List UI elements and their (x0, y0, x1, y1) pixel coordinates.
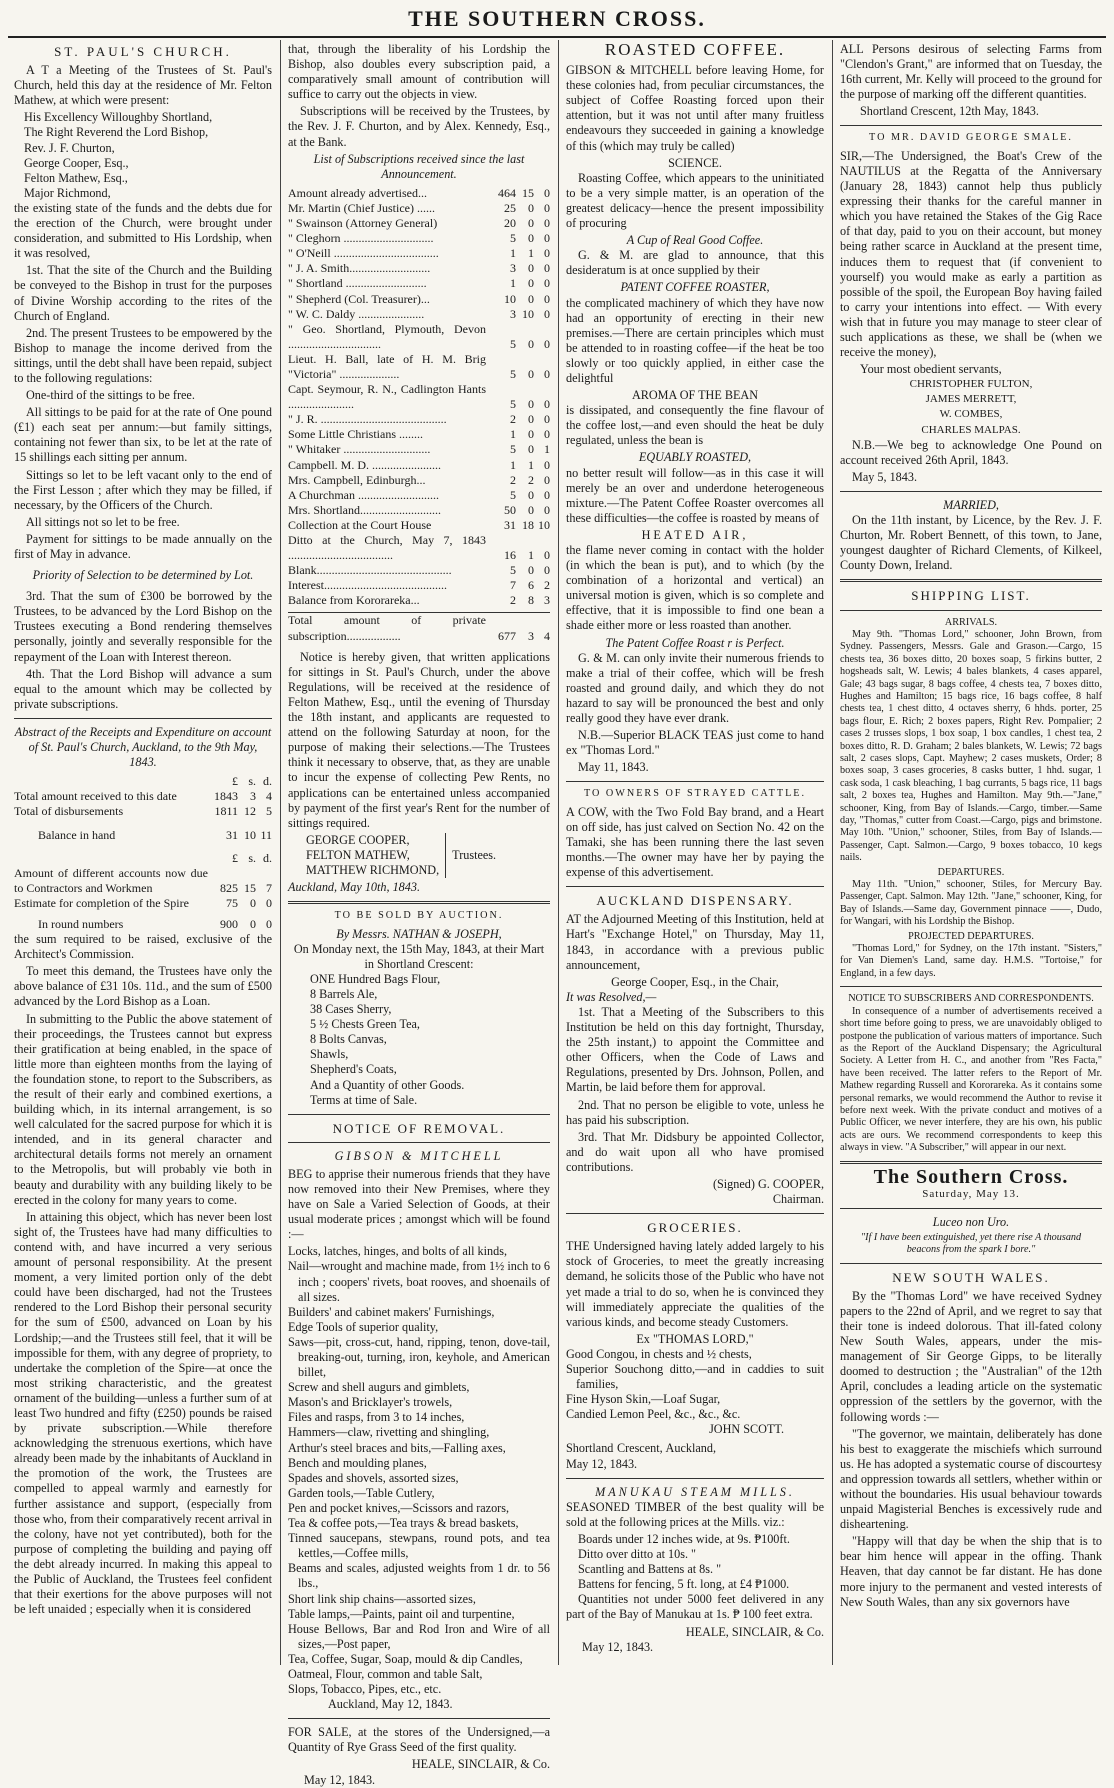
list-item: House Bellows, Bar and Rod Iron and Wire of all sizes,—Post paper, (288, 1621, 550, 1651)
dateline: May 12, 1843. (582, 1639, 654, 1654)
divider (14, 718, 272, 719)
list-item: Tinned saucepans, stewpans, round pots, and tea kettles,—Coffee mills, (288, 1531, 550, 1561)
auction-list (300, 972, 550, 1108)
table-row: Amount of different accounts now due to Contractors and Workmen 825 15 7 (14, 865, 272, 895)
paragraph: "Happy will that day be when the ship that is to bear him hence will appear in the offing. Thank Heaven, that day cannot be far distant. He has done more injury to the permanent and vested interests of New South Wales, than any six governors have (840, 1534, 1102, 1609)
column-divider (558, 40, 559, 1665)
list-item: Tea & coffee pots,—Tea trays & bread baskets, (288, 1516, 519, 1531)
subheading: PATENT COFFEE ROASTER, (620, 280, 770, 295)
section-heading: TO OWNERS OF STRAYED CATTLE. (583, 788, 807, 800)
paragraph: George Cooper, Esq., in the Chair, (611, 974, 779, 989)
table-row: Total of disbursements 1811 12 5 (14, 804, 272, 819)
list-item: Hammers—claw, rivetting and shingling, (288, 1425, 490, 1440)
list-item: 5 ½ Chests Green Tea, (310, 1017, 420, 1032)
list-item: Major Richmond, (24, 185, 111, 200)
signature: HEALE, SINCLAIR, & Co. (411, 1757, 550, 1772)
table-row: Mr. Martin (Chief Justice) ...... 25 0 0 (288, 200, 550, 215)
paragraph: SEASONED TIMBER of the best quality will be sold at the following prices at the Mills. viz.: (566, 1499, 824, 1529)
table-row: Interest......................................... 7 6 2 (288, 578, 550, 593)
subheading: SCIENCE. (668, 155, 722, 170)
dateline: May 11, 1843. (578, 760, 649, 775)
paragraph: On Monday next, the 15th May, 1843, at their Mart in Shortland Crescent: (293, 941, 545, 971)
paragraph: Notice is hereby given, that written applications for sittings in St. Paul's Church, under the above Regulations, will be received at the residence of Felton Mathew, Esq., until the evening of Thursday the 18th instant, and applicants are requested to attend on the following Saturday at noon, for the purpose of making their selections.—The Trustees think it necessary to observe, that, as they are unable to incur the expense of collecting Pew Rents, no applications can be entertained unless accompanied by payment of the first year's Rent for the number of sittings required. (288, 649, 550, 830)
subheading: ARRIVALS. (944, 616, 998, 628)
subheading: Ex "THOMAS LORD," (636, 1331, 754, 1346)
list-item: Edge Tools of superior quality, (288, 1319, 439, 1334)
table-row: " Shepherd (Col. Treasurer)... 10 0 0 (288, 291, 550, 306)
subheading: Abstract of the Receipts and Expenditure on account of St. Paul's Church, Auckland, to the 9th May, 1843. (14, 724, 272, 770)
list-item: FELTON MATHEW, (306, 847, 410, 862)
paragraph: May 9th. "Thomas Lord," schooner, John Brown, from Sydney. Passengers, Messrs. Gale and Grason.—Cargo, 15 chests tea, 36 boxes ditto, 20 boxes soap, 5 firkins butter, 2 hogsheads salt, W. Lewis; 4 bales blankets, 4 cases apparel, Gale; 43 bags sugar, 8 bags coffee, 4 chests tea, 7 boxes ditto, Hughes and Hamilton; 15 bags rice, 16 bags coffee, 8 half chests tea, 1 chest ditto, 4 octaves sherry, 6 hhds. porter, 25 bags flour, E. Rich; 2 boxes papers, Right Rev. Pompalier; 2 cases 2 trusses slops, 1 box soap, 1 box candles, 1 chest tea, 2 boxes ditto, R. D. Graham; 2 bales blankets, W. Lewis; 72 bags salt, 2 cases slops, Capt. Mayhew; 2 cases muskets, Order; 8 boxes soap, 3 cases groceries, 8 casks butter, 1 hhd. sugar, 1 cask soda, 1 cask bleaching, 1 bag currants, 5 bags rice, 11 bags salt, 2 boxes tea, Hughes and Hamilton. May 9th.—"Jane," schooner, King, from Bay of Islands.—Cargo, timber.—Same day, "Thomas," cutter from Coast.—Cargo, pigs and brimstone. May 10th. "Union," schooner, Stiles, from Bay of Islands.—Passenger, Capt. Salmon.—Cargo, 9 boxes tobacco, 10 kegs nails. (840, 628, 1102, 864)
paragraph: To meet this demand, the Trustees have only the above balance of £31 10s. 11d., and the sum of £500 advanced by the Lord Bishop as a Loan. (14, 964, 272, 1009)
table-row: Mrs. Shortland........................... 50 0 0 (288, 502, 550, 517)
currency-header: £ (232, 850, 238, 865)
table-row: " W. C. Daldy ...................... 3 10 0 (288, 306, 550, 321)
paragraph: Payment for sittings to be made annually on the first of May in advance. (14, 531, 272, 561)
column-2 (288, 42, 550, 1787)
article-title: ST. PAUL'S CHURCH. (54, 44, 232, 59)
paragraph: Sittings so let to be left vacant only to the end of the First Lesson ; after which they may be filled, if necessary, by the Officers of the Church. (14, 467, 272, 512)
column-4 (840, 42, 1102, 1662)
table-row: Campbell. M. D. ....................... 1 1 0 (288, 457, 550, 472)
firm-name: GIBSON & MITCHELL (334, 1148, 504, 1163)
paragraph: SIR,—The Undersigned, the Boat's Crew of the NAUTILUS at the Regatta of the Anniversary (January 28, 1843) cannot help thus publicly expressing their thanks for the careful manner in which you have retained the Stakes of the Gig Race of that day, paid to you on their account, but money being rather scarce in Auckland at the present time, induces them to request that (if convenient to yourself) you would make as early a partition as possible of the spoil, the European Boy having failed to carry your intentions into effect. — With every wish that in future you may manage to steer clear of such applications as these, we shall be (when we receive the money), (840, 148, 1102, 360)
list-item: MATTHEW RICHMOND, (306, 862, 440, 877)
table-row: Lieut. H. Ball, late of H. M. Brig "Victoria" .................... 5 0 0 (288, 351, 550, 381)
subheading: PROJECTED DEPARTURES. (908, 930, 1034, 942)
signature: HEALE, SINCLAIR, & Co. (685, 1624, 824, 1639)
divider (840, 125, 1102, 126)
paragraph: GIBSON & MITCHELL before leaving Home, for these colonies had, from peculiar circumstances, the subject of Coffee Roasting forced upon their attention, but it was not until after many fruitless endeavours they succeeded in gaining a knowledge of this (which may truly be called) (566, 63, 824, 153)
paragraph: All sittings to be paid for at the rate of One pound (£1) each seat per annum:—but family sittings, containing not fewer than six, to be let at the rate of 15 shillings each sitting per annum. (14, 405, 272, 465)
trustees-signature: GEORGE COOPER, FELTON MATHEW, MATTHEW RICHMOND, Trustees. (306, 832, 497, 877)
masthead: THE SOUTHERN CROSS. (408, 6, 706, 31)
table-row: In round numbers 900 0 0 (38, 916, 272, 931)
list-item: George Cooper, Esq., (24, 155, 129, 170)
paragraph: FOR SALE, at the stores of the Undersigned,—a Quantity of Rye Grass Seed of the first quality. (288, 1725, 550, 1755)
divider (840, 1208, 1102, 1209)
currency-header: £ (232, 774, 238, 789)
divider (566, 781, 824, 782)
paragraph: 4th. That the Lord Bishop will advance a sum equal to the amount which may be collected by private subscriptions. (14, 666, 272, 711)
list-item: And a Quantity of other Goods. (310, 1077, 465, 1092)
currency-header: s. (248, 850, 256, 865)
goods-list (288, 1244, 550, 1697)
list-item: Beams and scales, adjusted weights from 1 dr. to 56 lbs., (288, 1561, 550, 1591)
paragraph: AT the Adjourned Meeting of this Institution, held at Hart's "Exchange Hotel," on Thursday, May 11, 1843, in accordance with a previous public announcement, (566, 912, 824, 972)
table-row: " Cleghorn .............................. 5 0 0 (288, 231, 550, 246)
divider (840, 579, 1102, 582)
table-row: Capt. Seymour, R. N., Cadlington Hants ...................... 5 0 0 (288, 382, 550, 412)
paragraph: THE Undersigned having lately added largely to his stock of Groceries, to meet the greatly increasing demand, he solicits those of the Public who have not yet made a trial to do so, when he is convinced they will immediately appreciate the qualities of the various kinds, and become steady Customers. (566, 1239, 824, 1329)
subheading: EQUABLY ROASTED, (638, 450, 752, 465)
table-row: Total amount received to this date 1843 3 4 (14, 789, 272, 804)
signature-title: Chairman. (772, 1192, 824, 1207)
list-item: W. COMBES, (939, 408, 1003, 421)
divider (288, 901, 550, 904)
list-item: 8 Barrels Ale, (310, 986, 378, 1001)
section-heading: ROASTED COFFEE. (604, 40, 786, 59)
section-heading: NOTICE TO SUBSCRIBERS AND CORRESPONDENTS. (848, 993, 1094, 1005)
section-heading: GROCERIES. (647, 1220, 743, 1236)
paragraph: N.B.—We beg to acknowledge One Pound on account received 26th April, 1843. (840, 437, 1102, 467)
table-row: Amount already advertised... 464 15 0 (288, 185, 550, 200)
subheading: By Messrs. NATHAN & JOSEPH, (336, 926, 502, 941)
paragraph: On the 11th instant, by Licence, by the Rev. J. F. Churton, Mr. Robert Bennett, of this town, to Jane, youngest daughter of Richard Clements, of Kilkeel, County Down, Ireland. (840, 513, 1102, 573)
paragraph: A T a Meeting of the Trustees of St. Paul's Church, held this day at the residence of Mr. Felton Mathew, at which were present: (14, 63, 272, 108)
table-row: Balance from Kororareka... 2 8 3 (288, 593, 550, 608)
dateline: Shortland Crescent, 12th May, 1843. (860, 104, 1039, 119)
list-item: Ditto over ditto at 10s. " (578, 1547, 697, 1562)
currency-header: s. (248, 774, 256, 789)
paragraph: "Thomas Lord," for Sydney, on the 17th instant. "Sisters," for Van Diemen's Land, same day. H.M.S. "Tortoise," for England, in a few days. (840, 943, 1102, 979)
paragraph: Subscriptions will be received by the Trustees, by the Rev. J. F. Churton, and by Alex. Kennedy, Esq., at the Bank. (288, 104, 550, 149)
list-item: Saws—pit, cross-cut, hand, ripping, tenon, dove-tail, breaking-out, turning, iron, keyhole, and American billet, (288, 1334, 550, 1380)
list-item: Files and rasps, from 3 to 14 inches, (288, 1410, 465, 1425)
list-item: Short link ship chains—assorted sizes, (288, 1591, 476, 1606)
list-item: His Excellency Willoughby Shortland, (24, 110, 213, 125)
column-divider (832, 40, 833, 1665)
table-row: Ditto at the Church, May 7, 1843 ................................... 16 1 0 (288, 533, 550, 563)
list-item: Felton Mathew, Esq., (24, 170, 128, 185)
paragraph: G. & M. are glad to announce, that this desideratum is at once supplied by their (566, 248, 824, 278)
section-heading: NOTICE OF REMOVAL. (332, 1120, 506, 1136)
list-item: Table lamps,—Paints, paint oil and turpentine, (288, 1606, 515, 1621)
table-row: Mrs. Campbell, Edinburgh... 2 2 0 (288, 472, 550, 487)
section-heading: SHIPPING LIST. (911, 588, 1031, 604)
column-1 (14, 42, 272, 1662)
paragraph: 1st. That the site of the Church and the Building be conveyed to the Bishop in trust for the purposes of Divine Worship according to the rites of the Church of England. (14, 263, 272, 323)
top-rule (8, 36, 1106, 38)
list-item: Slops, Tobacco, Pipes, etc., etc. (288, 1682, 442, 1697)
table-row: Blank............................................. 5 0 0 (288, 563, 550, 578)
paragraph: G. & M. can only invite their numerous friends to make a trial of their coffee, which will be fresh roasted and ground daily, and which they do not hazard to say will be pronounced the best and only really good they have ever drank. (566, 650, 824, 726)
divider (566, 886, 824, 887)
section-heading: MANUKAU STEAM MILLS. (595, 1484, 795, 1499)
paragraph: N.B.—Superior BLACK TEAS just come to hand ex "Thomas Lord." (566, 728, 824, 758)
section-heading: TO MR. DAVID GEORGE SMALE. (869, 132, 1073, 144)
currency-header: d. (263, 850, 272, 865)
list-item: Locks, latches, hinges, and bolts of all kinds, (288, 1244, 508, 1259)
list-item: Screw and shell augurs and gimblets, (288, 1380, 470, 1395)
section-heading: TO BE SOLD BY AUCTION. (334, 910, 504, 922)
paragraph: Quantities not under 5000 feet delivered in any part of the Bay of Manukau at 1s. ₱ 100 feet extra. (566, 1592, 824, 1622)
list-item: Spades and shovels, assorted sizes, (288, 1470, 459, 1485)
table-row: " O'Neill ................................... 1 1 0 (288, 246, 550, 261)
divider (288, 1114, 550, 1115)
subscriptions-table (288, 186, 550, 644)
list-item: Tea, Coffee, Sugar, Soap, mould & dip Candles, (288, 1651, 523, 1666)
signature: (Signed) G. COOPER, (712, 1176, 824, 1191)
divider (840, 610, 1102, 611)
motto: Luceo non Uro. (932, 1214, 1010, 1229)
address: Shortland Crescent, Auckland, May 12, 1843. (566, 1441, 716, 1471)
table-row: " Whitaker ............................. 5 0 1 (288, 442, 550, 457)
subheading: Priority of Selection to be determined by Lot. (32, 568, 254, 583)
subheading: AROMA OF THE BEAN (631, 388, 759, 403)
paragraph: All sittings not so let to be free. (26, 514, 180, 529)
subheading: HEATED AIR, (641, 527, 749, 542)
table-row: " J. A. Smith........................... 3 0 0 (288, 261, 550, 276)
list-item: Battens for fencing, 5 ft. long, at £4 ₱1000. (578, 1577, 790, 1592)
subheading: DEPARTURES. (937, 866, 1005, 878)
divider (840, 1263, 1102, 1264)
list-item: Arthur's steel braces and bits,—Falling axes, (288, 1440, 506, 1455)
paragraph: the sum required to be raised, exclusive of the Architect's Commission. (14, 932, 272, 962)
list-item: Terms at time of Sale. (310, 1092, 418, 1107)
epigraph: "If I have been extinguished, yet there rise A thousand beacons from the spark I bore." (860, 1231, 1082, 1256)
paragraph: In attaining this object, which has never been lost sight of, the Trustees have had many difficulties to contend with, and have incurred a very serious amount of personal responsibility. At the present moment, a very limited portion only of the debt could have been discharged, had not the Trustees rendered to the Lord Bishop their personal security for the sum of £500, advanced on Loan by his Lordship;—and the Trustees still feel, that it will be impossible for them, with any degree of propriety, to undertake the completion of the Spire—at once the most striking characteristic, and the greatest ornament of the building—unless a further sum of at least Two hundred and fifty (£250) pounds be raised by private subscription.—While therefore acknowledging the strenuous exertions, which have already been made by the inhabitants of Auckland in the promotion of the work, the Trustees are compelled to appeal warmly and earnestly for further assistance and support, (especially from those who, from their comparatively recent arrival in the colony, have not yet contributed), both for the purpose of completing the building and paying off the debt already incurred. In making this appeal to the Public of Auckland, the Trustees feel confident that their exertions for the above purposes will not be left unaided ; especially when it is considered (14, 1209, 272, 1617)
paper-title: The Southern Cross. (873, 1165, 1069, 1188)
list-item: 8 Bolts Canvas, (310, 1032, 387, 1047)
list-item: Candied Lemon Peel, &c., &c., &c. (566, 1407, 741, 1422)
paragraph: is dissipated, and consequently the fine flavour of the coffee lost,—and even should the heat be duly regulated, unless the bean is (566, 403, 824, 448)
paragraph: 1st. That a Meeting of the Subscribers to this Institution be held on this day fortnight, Thursday, the 25th instant,) to appoint the Committee and other Officers, when the Code of Laws and Regulations, presented by Drs. Johnson, Pollen, and Martin, be laid before them for approval. (566, 1004, 824, 1095)
list-item: The Right Reverend the Lord Bishop, (24, 125, 209, 140)
subheading: The Patent Coffee Roast r is Perfect. (605, 635, 785, 650)
paragraph: BEG to apprise their numerous friends that they have now removed into their New Premises, where they have on Sale a Varied Selection of Goods, at their usual moderate prices ; amongst which will be found :— (288, 1166, 550, 1242)
table-row: " Swainson (Attorney General) 20 0 0 (288, 216, 550, 231)
divider (840, 491, 1102, 492)
list-item: JAMES MERRETT, (925, 393, 1017, 406)
list-item: Shepherd's Coats, (310, 1062, 397, 1077)
paragraph: the flame never coming in contact with the holder (in which the bean is put), and to which (by the combination of a horizontal and vertical) an universal motion is given, which is so complete and effective, that it is impossible to find one bean a shade either more or less roasted than another. (566, 543, 824, 633)
list-item: Mason's and Bricklayer's trowels, (288, 1395, 453, 1410)
paper-date: Saturday, May 13. (922, 1187, 1020, 1200)
table-row: A Churchman ........................... 5 0 0 (288, 487, 550, 502)
list-item: Shawls, (310, 1047, 349, 1062)
subheading: List of Subscriptions received since the last Announcement. (313, 151, 525, 181)
paragraph: no better result will follow—as in this case it will merely be an over and underdone heterogeneous mixture.—The Patent Coffee Roaster overcomes all these difficulties—the coffee is roasted by means of (566, 465, 824, 525)
paragraph: A COW, with the Two Fold Bay brand, and a Heart on off side, has just calved on Section No. 42 on the Tamaki, she has been running there the last seven months.—The owner may have her by paying the expense of this advertisement. (566, 804, 824, 880)
column-divider (280, 40, 281, 1665)
paragraph: May 11th. "Union," schooner, Stiles, for Mercury Bay. Passenger, Capt. Salmon. May 12th. "Jane," schooner, King, for Bay of Islands.—Same day, Government pinnace ——, Dudo, for Wangari, with his Lordship the Bishop. (840, 879, 1102, 928)
divider (840, 986, 1102, 987)
list-item: GEORGE COOPER, (306, 832, 410, 847)
column-3 (566, 42, 824, 1662)
paragraph: the complicated machinery of which they have now had an opportunity of erecting in their new premises.—There are certain principles which must be attended to in roasting coffee—if the heat be too slowly or too quickly applied, in either case the delightful (566, 295, 824, 385)
list-item: Rev. J. F. Churton, (24, 140, 115, 155)
table-row: Estimate for completion of the Spire 75 0 0 (14, 895, 272, 910)
paragraph: 3rd. That Mr. Didsbury be appointed Collector, and do wait upon all who have promised contributions. (566, 1129, 824, 1174)
groceries-list (566, 1347, 824, 1422)
list-item: Good Congou, in chests and ½ chests, (566, 1346, 752, 1361)
divider (840, 1161, 1102, 1164)
list-item: Superior Souchong ditto,—and in caddies to suit families, (566, 1362, 824, 1392)
paragraph: One-third of the sittings to be free. (26, 388, 195, 403)
dateline: Auckland, May 12, 1843. (328, 1697, 453, 1712)
paragraph: that, through the liberality of his Lordship the Bishop, also doubles every subscription paid, a comparatively small amount of contribution will suffice to carry out the objects in view. (288, 42, 550, 102)
table-row: Balance in hand 31 10 11 (38, 827, 272, 842)
currency-header: d. (263, 774, 272, 789)
paragraph: the existing state of the funds and the debts due for the erection of the Church, were brought under consideration, and submitted to His Lordship, when it was resolved, (14, 200, 272, 261)
dateline: May 12, 1843. (304, 1772, 376, 1787)
paragraph: In submitting to the Public the above statement of their proceedings, the Trustees cannot but express their gratification at being enabled, in the space of little more than eighteen months from the laying of the foundation stone, to report to the Subscribers, as the result of their early and combined exertions, a building which, in its internal arrangement, is so well calculated for the sacred purpose for which it is intended, and in its general character and architectural details forms not merely an ornament to the Metropolis, but will probably vie both in beauty and durability with any building likely to be erected in the colony for many years to come. (14, 1011, 272, 1207)
list-item: Boards under 12 inches wide, at 9s. ₱100ft. (578, 1531, 790, 1546)
paragraph: Roasting Coffee, which appears to the uninitiated to be a very simple matter, is an operation of the greatest delicacy—hence the present impossibility of procuring (566, 170, 824, 231)
list-item: Fine Hyson Skin,—Loaf Sugar, (566, 1392, 721, 1407)
list-item: Oatmeal, Flour, common and table Salt, (288, 1666, 483, 1681)
table-row: " J. R. .......................................... 2 0 0 (288, 412, 550, 427)
paragraph: Your most obedient servants, (860, 362, 1002, 377)
table-row: " Shortland ........................... 1 0 0 (288, 276, 550, 291)
table-row: Some Little Christians ........ 1 0 0 (288, 427, 550, 442)
list-item: 38 Cases Sherry, (310, 1002, 392, 1017)
signature: JOHN SCOTT. (709, 1422, 784, 1437)
dateline: Auckland, May 10th, 1843. (288, 880, 421, 895)
subheading: A Cup of Real Good Coffee. (626, 233, 764, 248)
list-item: Scantling and Battens at 8s. " (578, 1562, 722, 1577)
list-item: Garden tools,—Table Cutlery, (288, 1485, 435, 1500)
table-row: Total amount of private subscription.................. 677 3 4 (288, 613, 550, 643)
paragraph: ALL Persons desirous of selecting Farms from "Clendon's Grant," are informed that on Tuesday, the 16th current, Mr. Kelly will proceed to the ground for the purpose of marking off the different quantities. (840, 42, 1102, 102)
paragraph: 3rd. That the sum of £300 be borrowed by the Trustees, to be advanced by the Lord Bishop on the Trustees executing a Bond rendering themselves personally, jointly and severally responsible for the repayment of the Loan with Interest thereon. (14, 589, 272, 664)
accounts-table (14, 774, 272, 932)
section-heading: MARRIED, (943, 497, 999, 512)
dateline: May 5, 1843. (852, 469, 917, 484)
list-item: CHRISTOPHER FULTON, (909, 378, 1033, 391)
list-item: Bench and moulding planes, (288, 1455, 427, 1470)
divider (288, 1142, 550, 1143)
table-row: Collection at the Court House 31 18 10 (288, 517, 550, 532)
paragraph: "The governor, we maintain, deliberately has done his best to exaggerate the mischiefs which surround us. He has adopted a systematic course of discourtesy and oppression towards all settlers, whether within or without the boundaries. His usual behaviour towards unpaid Magisterial Benches is excessively rude and disheartening. (840, 1426, 1102, 1532)
signatures (840, 377, 1102, 437)
list-item: Nail—wrought and machine made, from 1½ inch to 6 inch ; coopers' rivets, boat rooves, and shoenails of all sizes. (288, 1259, 550, 1304)
paragraph: 2nd. The present Trustees to be empowered by the Bishop to manage the income derived from the sittings, until the debt shall have been repaid, subject to the following regulations: (14, 325, 272, 385)
divider (566, 1478, 824, 1479)
paragraph: 2nd. That no person be eligible to vote, unless he has paid his subscription. (566, 1097, 824, 1127)
list-item: CHARLES MALPAS. (921, 423, 1021, 436)
subheading: It was Resolved,— (566, 989, 657, 1004)
paragraph: In consequence of a number of advertisements received a short time before going to press, we are unavoidably obliged to postpone the publication of various matters of importance. Such as the Report of the Auckland Dispensary; the Agricultural Society. A Letter from H. C., and another from "Res Facta," have been received. The latter refers to the Report of Mr. Mathew regarding Russell and Kororareka. As it contains some personal remarks, we would recommend the Author to revise it before next week. With the private conduct and motives of a Public Officer, we never interfere, they are his own, his public acts are ours. We recommend correspondents to keep this always in view. "A Subscriber," will appear in our next. (840, 1005, 1102, 1154)
list-item: Builders' and cabinet makers' Furnishings, (288, 1304, 495, 1319)
list-item: Pen and pocket knives,—Scissors and razors, (288, 1500, 510, 1515)
list-item: ONE Hundred Bags Flour, (310, 971, 441, 986)
divider (566, 1213, 824, 1214)
section-heading: AUCKLAND DISPENSARY. (596, 893, 794, 909)
prices-list (578, 1532, 824, 1592)
table-row: " Geo. Shortland, Plymouth, Devon ............................... 5 0 0 (288, 321, 550, 351)
divider (288, 1718, 550, 1719)
section-heading: NEW SOUTH WALES. (892, 1269, 1050, 1285)
attendee-list (14, 110, 272, 201)
paragraph: By the "Thomas Lord" we have received Sydney papers to the 22nd of April, and we regret to say that their tone is indeed dolorous. That ill-fated colony New South Wales, appears, under the mis-management of Sir George Gipps, to be literally doomed to destruction ; the "Australian" of the 12th April, concludes a leading article on the systematic oppression of the settlers by the governor, with the following words :— (840, 1288, 1102, 1424)
